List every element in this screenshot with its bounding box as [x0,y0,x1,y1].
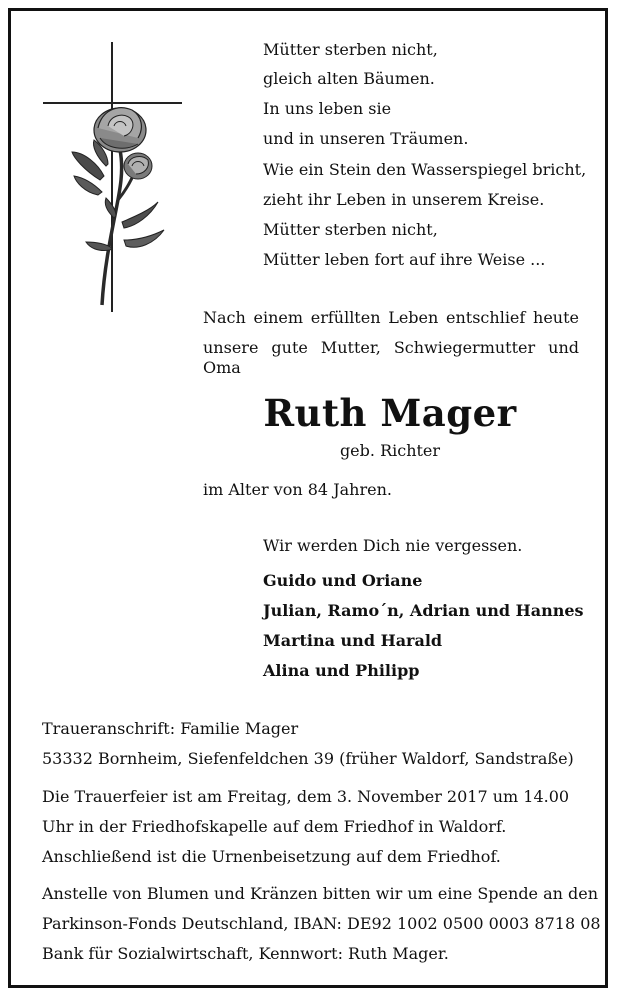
address-line: 53332 Bornheim, Siefenfeldchen 39 (früher Waldorf, Sandstraße) [42,749,574,768]
deceased-name: Ruth Mager [263,391,517,435]
poem-line: In uns leben sie [263,99,392,118]
poem-line: Wie ein Stein den Wasserspiegel bricht, [263,160,587,179]
cross-icon [43,42,182,312]
poem-line: Mütter sterben nicht, [263,220,438,239]
cross-with-rose [40,40,190,315]
intro-line: Nach einem erfüllten Leben entschlief heute [203,308,579,327]
ceremony-line: Anschließend ist die Urnenbeisetzung auf dem Friedhof. [42,847,501,866]
address-line: Traueranschrift: Familie Mager [42,719,299,738]
intro-line: unsere gute Mutter, Schwiegermutter und Oma [203,338,579,377]
poem-line: zieht ihr Leben in unserem Kreise. [263,190,545,209]
mourner-item: Guido und Oriane [263,571,423,590]
poem-line: und in unseren Träumen. [263,129,469,148]
farewell-line: Wir werden Dich nie vergessen. [263,536,523,555]
poem-line: Mütter leben fort auf ihre Weise ... [263,250,546,269]
ceremony-line: Uhr in der Friedhofskapelle auf dem Friedhof in Waldorf. [42,817,507,836]
mourner-item: Alina und Philipp [263,661,420,680]
poem-line: gleich alten Bäumen. [263,69,435,88]
poem-line: Mütter sterben nicht, [263,40,438,59]
donation-line: Bank für Sozialwirtschaft, Kennwort: Ruth Mager. [42,944,449,963]
rose-icon [72,108,164,305]
age-line: im Alter von 84 Jahren. [203,480,392,499]
birth-name: geb. Richter [339,441,441,460]
donation-line: Parkinson-Fonds Deutschland, IBAN: DE92 1002 0500 0003 8718 08 [42,914,601,933]
ceremony-line: Die Trauerfeier ist am Freitag, dem 3. November 2017 um 14.00 [42,787,570,806]
donation-line: Anstelle von Blumen und Kränzen bitten wir um eine Spende an den [42,884,599,903]
mourner-item: Martina und Harald [263,631,443,650]
mourner-item: Julian, Ramo´n, Adrian und Hannes [263,601,584,620]
